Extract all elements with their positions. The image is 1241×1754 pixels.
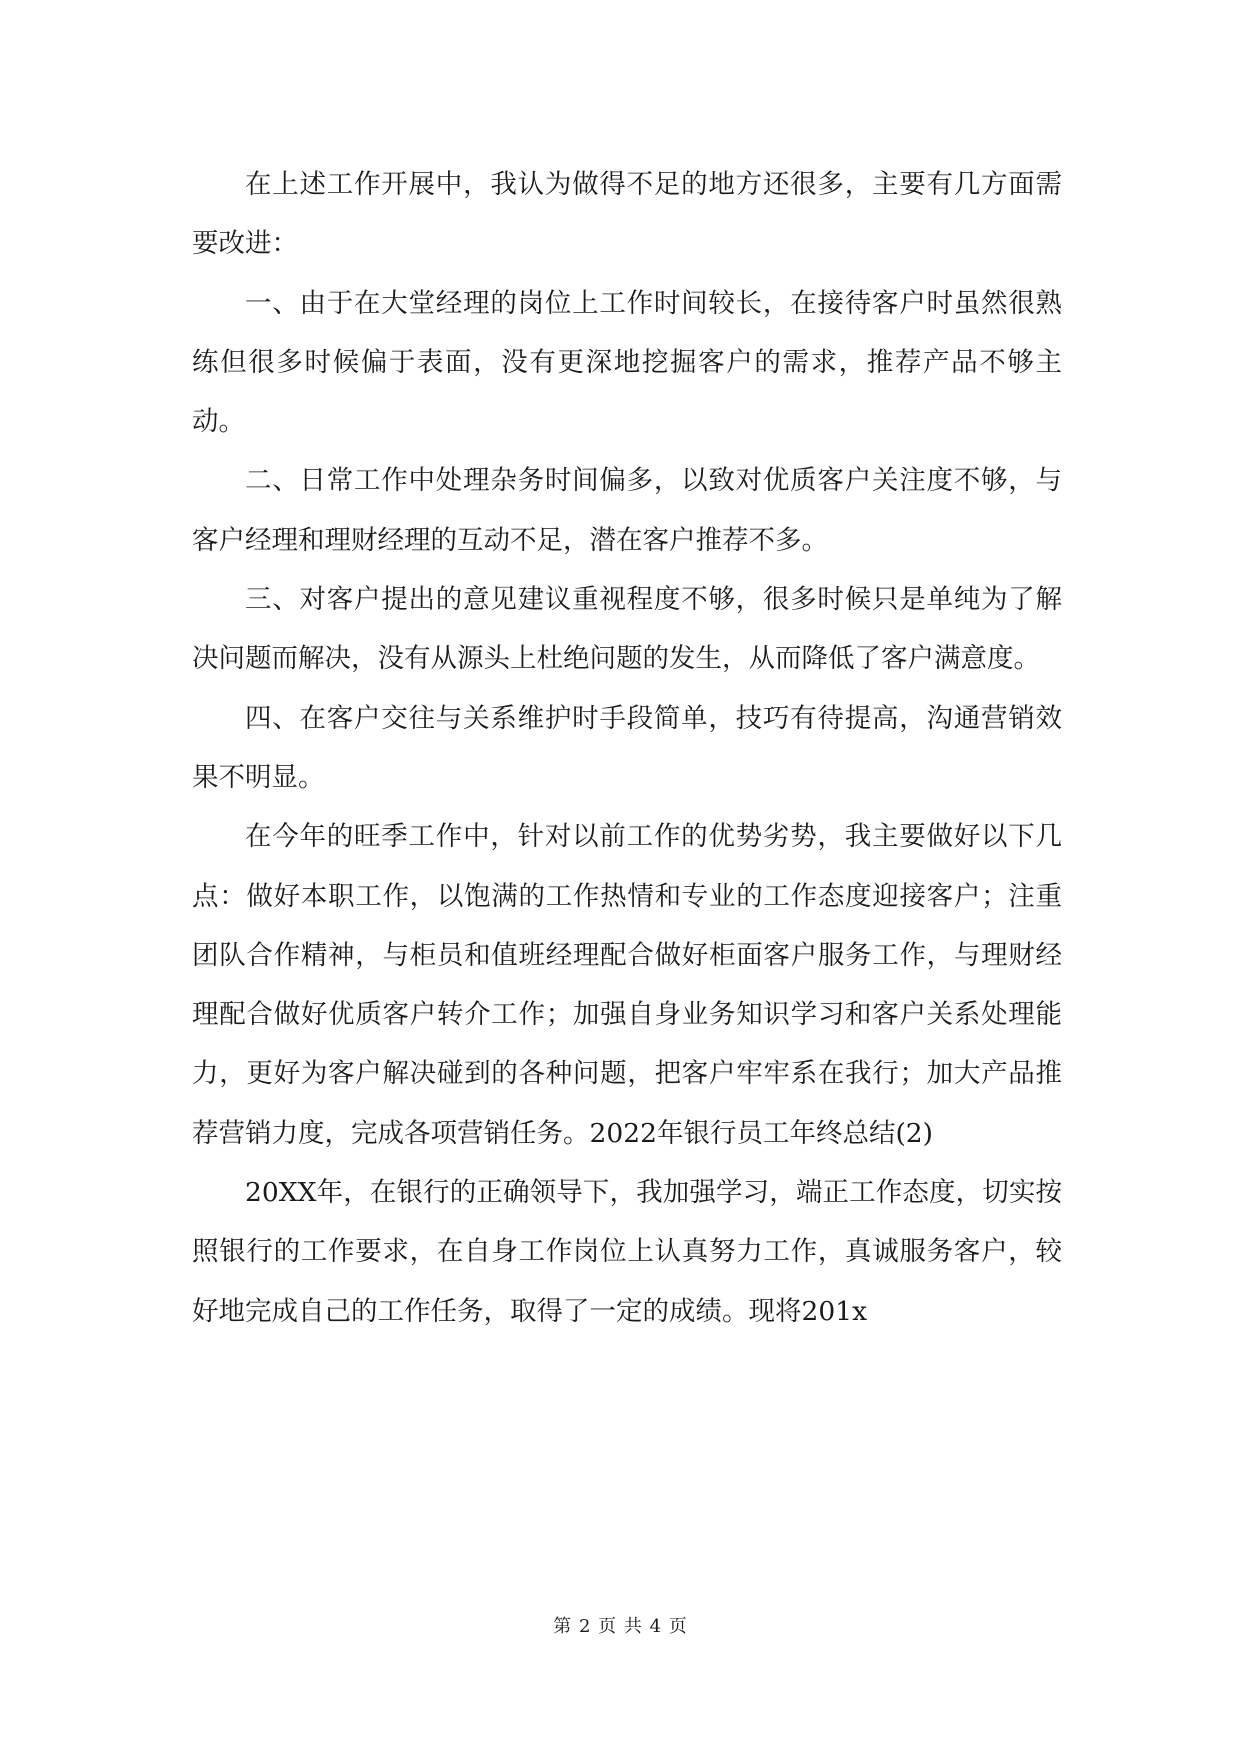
paragraph-point-4: 四、在客户交往与关系维护时手段简单，技巧有待提高，沟通营销效果不明显。 bbox=[192, 702, 1062, 793]
paragraph-point-2: 二、日常工作中处理杂务时间偏多，以致对优质客户关注度不够，与客户经理和理财经理的互动不足，潜在客户推荐不多。 bbox=[192, 465, 1062, 556]
document-body bbox=[192, 155, 1062, 1341]
paragraph-point-1: 一、由于在大堂经理的岗位上工作时间较长，在接待客户时虽然很熟练但很多时候偏于表面，没有更深地挖掘客户的需求，推荐产品不够主动。 bbox=[192, 287, 1062, 438]
page-footer: 第 2 页 共 4 页 bbox=[553, 1616, 688, 1637]
paragraph-plan: 在今年的旺季工作中，针对以前工作的优势劣势，我主要做好以下几点：做好本职工作，以饱满的工作热情和专业的工作态度迎接客户；注重团队合作精神，与柜员和值班经理配合做好柜面客户服务工作，与理财经理配合做好优质客户转介工作；加强自身业务知识学习和客户关系处理能力，更好为客户解决碰到的各种问题，把客户牢牢系在我行；加大产品推荐营销力度，完成各项营销任务。2022年银行员工年终总结(2) bbox=[192, 821, 1062, 1149]
paragraph-point-3: 三、对客户提出的意见建议重视程度不够，很多时候只是单纯为了解决问题而解决，没有从源头上杜绝问题的发生，从而降低了客户满意度。 bbox=[192, 584, 1062, 675]
paragraph-intro: 在上述工作开展中，我认为做得不足的地方还很多，主要有几方面需要改进： bbox=[192, 169, 1062, 260]
paragraph-summary-start: 20XX年，在银行的正确领导下，我加强学习，端正工作态度，切实按照银行的工作要求，在自身工作岗位上认真努力工作，真诚服务客户，较好地完成自己的工作任务，取得了一定的成绩。现将201x bbox=[192, 1177, 1062, 1327]
